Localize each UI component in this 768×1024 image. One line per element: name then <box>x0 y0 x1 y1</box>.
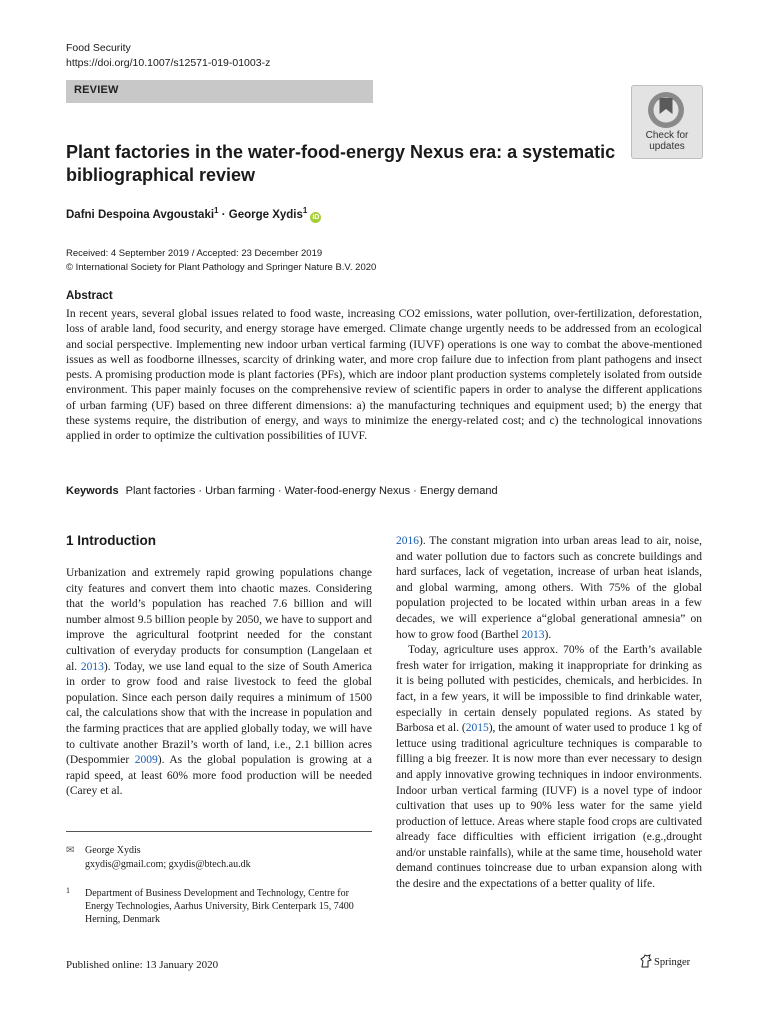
keywords-list: Plant factories · Urban farming · Water-food-energy Nexus · Energy demand <box>125 485 498 497</box>
body-text: Urbanization and extremely rapid growing populations change city features and convert them into chaotic mazes. Considering that the world’s population has reached 7.6 billion and will number almost 9.5 billion people by 2050, we have to support and improve the agricultural footprint needed for the constant cultivation of everyday products for consumption (Langelaan et al. <box>66 567 372 673</box>
body-column-right <box>396 534 702 893</box>
body-paragraph <box>396 534 702 643</box>
citation-link[interactable]: 2015 <box>465 722 489 735</box>
author-name[interactable]: Dafni Despoina Avgoustaki <box>66 208 215 221</box>
corresponding-author-name: George Xydis <box>85 845 141 856</box>
abstract-text: In recent years, several global issues related to food waste, increasing CO2 emissions, water pollution, over-fertilization, deforestation, loss of arable land, food security, and energy storage have emerged. Climate change urgently needs to be addressed from an ecological and social perspective. Implementing new indoor urban vertical farming (IUVF) operations is one way to combat the above-mentioned issues as well as foodborne illnesses, scarcity of drinking water, and more crop failure due to infection from plant pathogens and insect pests. A promising production mode is plant factories (PFs), which are indoor plant production systems completely isolated from outside environment. This paper mainly focuses on the comprehensive review of scientific papers in order to analyse the different applications of urban farming (UF) based on three different dimensions: a) the manufacturing techniques and equipment used; b) the energy that these systems require, the distribution of energy, and ways to minimize the energy-related cost; and c) the technological innovations applied in order to optimize the cultivation possibilities of IUVF. <box>66 307 702 443</box>
keywords-line <box>66 485 498 497</box>
affiliation-text: Department of Business Development and Technology, Centre for Energy Technologies, Aarhus University, Birk Centerpark 15, 7400 Herning, Denmark <box>85 888 354 925</box>
citation-link[interactable]: 2016 <box>396 535 419 547</box>
body-text: ), the amount of water used to produce 1 kg of lettuce using traditional agriculture techniques is comparable to filling a big freezer. It is now more than ever necessary to design and apply innovative growing techniques in indoor environments. Indoor urban vertical farming (IUVF) is a novel type of indoor cultivation that uses up to 90% less water for the same yield production of lettuce. Areas where staple food crops are cultivated already face difficulties with efficient irrigation (e.g.,drought and/or unstable rainfalls), while at the same time, household water demand continues toincrease due to urban expansion along with the desire and the expectations of a better quality of life. <box>396 722 702 891</box>
orcid-icon[interactable]: iD <box>312 213 320 221</box>
publisher-name: Springer <box>654 957 691 968</box>
abstract-heading: Abstract <box>66 290 113 302</box>
category-label: REVIEW <box>74 84 119 96</box>
footnote-divider <box>66 831 372 832</box>
journal-name: Food Security <box>66 42 131 54</box>
author-affil-mark: 1 <box>302 206 308 215</box>
body-column-left <box>66 566 372 800</box>
copyright-notice: © International Society for Plant Pathology and Springer Nature B.V. 2020 <box>66 262 377 273</box>
citation-link[interactable]: 2009 <box>134 754 158 767</box>
body-text: Today, agriculture uses approx. 70% of the Earth’s available fresh water for irrigation, making it inappropriate for drinking as it is being polluted with pesticides, chemicals, and herbicides. In fact, in a few years, it will be impossible to find drinkable water, especially in certain densely populated regions. As stated by Barbosa et al. ( <box>396 644 702 735</box>
article-title: Plant factories in the water-food-energy Nexus era: a systematic bibliographical review <box>66 142 616 185</box>
section-heading: 1 Introduction <box>66 533 156 548</box>
crossmark-icon <box>646 90 686 130</box>
publisher-logo <box>640 954 690 968</box>
author-list <box>66 206 321 223</box>
check-for-updates-line1: Check for <box>645 130 689 141</box>
check-for-updates-button[interactable] <box>631 85 703 159</box>
body-paragraph <box>66 566 372 800</box>
citation-link[interactable]: 2013 <box>80 660 104 673</box>
corresponding-author-email[interactable]: gxydis@gmail.com; gxydis@btech.au.dk <box>85 859 251 870</box>
affiliation-number: 1 <box>66 886 70 895</box>
doi-link[interactable]: https://doi.org/10.1007/s12571-019-01003-z <box>66 57 271 69</box>
author-separator: · <box>221 208 226 221</box>
author-affil-mark: 1 <box>214 206 219 215</box>
body-text: ). Today, we use land equal to the size of South America in order to grow food and raise livestock to feed the global population. Since each person daily requires a minimum of 1500 cal, the calculations show that with the increase in population and the farming practices that are applied globally today, we will have to cultivate another Brazil’s worth of land, i.e., 2.1 billion acres (Despommier <box>66 660 372 767</box>
body-text: ). The constant migration into urban areas lead to air, noise, and water pollution due to factors such as concrete buildings and hard surfaces, lack of vegetation, increase of urban heat islands, and global warming, among others. With 75% of the global population projected to be located within urban areas in a few decades, we will experience a“global generational amnesia” on how to grow food (Barthel <box>396 535 702 641</box>
springer-horse-icon <box>640 954 652 968</box>
keywords-label: Keywords <box>66 485 119 497</box>
body-paragraph <box>396 643 702 893</box>
check-for-updates-line2: updates <box>649 141 685 152</box>
received-dates: Received: 4 September 2019 / Accepted: 23 December 2019 <box>66 248 323 259</box>
citation-link[interactable]: 2013 <box>521 628 545 641</box>
category-bar <box>66 80 373 103</box>
author-name[interactable]: George Xydis <box>228 208 303 221</box>
body-text: ). As the global population is growing at a rapid speed, at least 60% more food production will be needed (Carey et al. <box>66 754 373 798</box>
body-text: ). <box>544 628 552 641</box>
published-date: Published online: 13 January 2020 <box>66 959 219 971</box>
envelope-icon: ✉ <box>66 845 75 856</box>
